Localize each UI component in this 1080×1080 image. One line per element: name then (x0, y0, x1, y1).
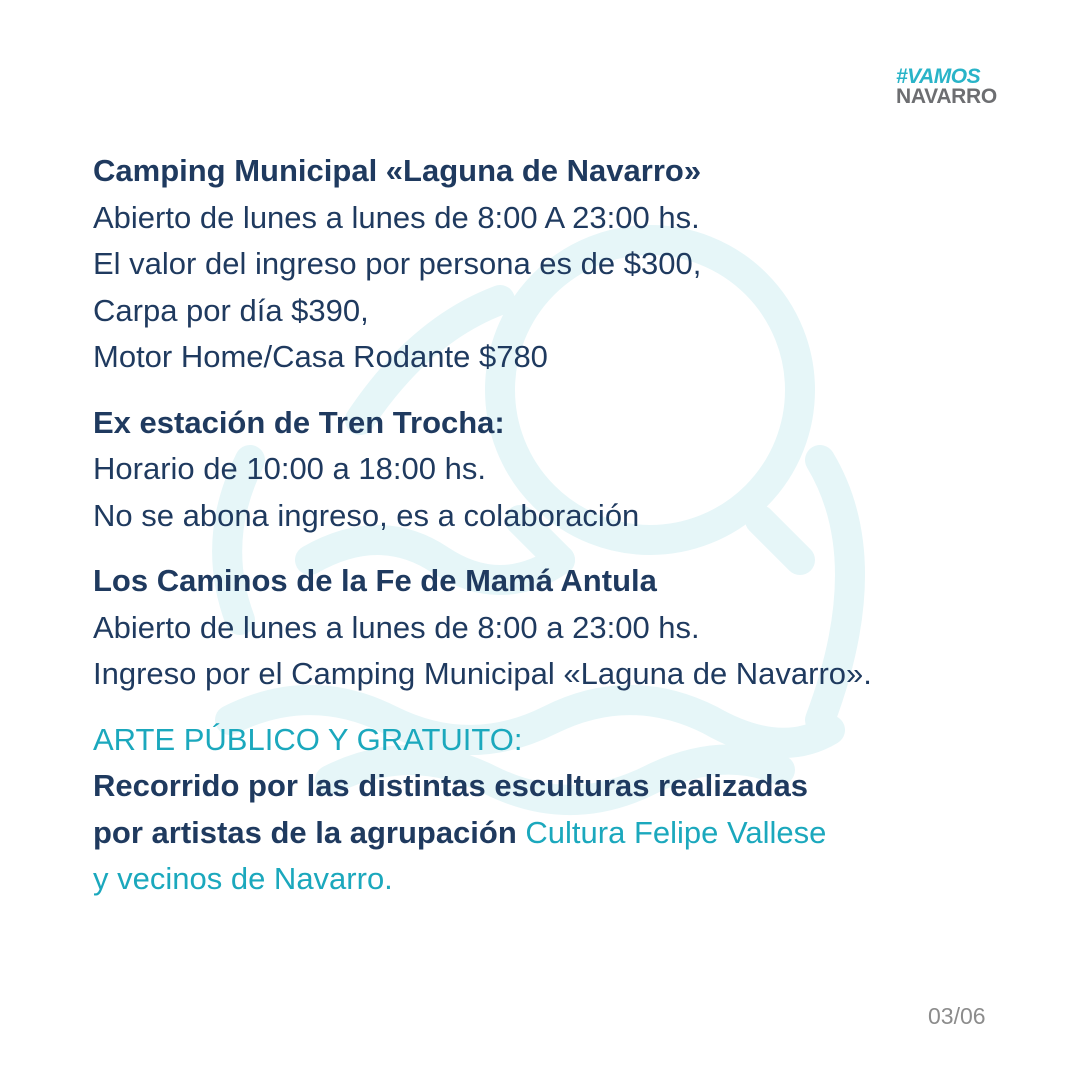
page-number: 03/06 (928, 1003, 986, 1029)
train-station-title: Ex estación de Tren Trocha: (93, 404, 505, 440)
caminos-fe-entry: Ingreso por el Camping Municipal «Laguna de Navarro». (93, 656, 872, 691)
camping-tent-price: Carpa por día $390, (93, 292, 369, 328)
vamos-navarro-logo (896, 66, 1000, 107)
public-art-heading: ARTE PÚBLICO Y GRATUITO: (93, 721, 523, 757)
caminos-fe-hours: Abierto de lunes a lunes de 8:00 a 23:00 hs. (93, 609, 700, 645)
train-station-entry: No se abona ingreso, es a colaboración (93, 497, 640, 533)
public-art-group-name: Cultura Felipe Vallese (525, 814, 827, 850)
train-station-hours: Horario de 10:00 a 18:00 hs. (93, 451, 486, 486)
camping-title: Camping Municipal «Laguna de Navarro» (93, 153, 702, 188)
camping-hours: Abierto de lunes a lunes de 8:00 A 23:00 hs. (93, 199, 700, 235)
train-station-section (93, 400, 1053, 540)
public-art-line1: Recorrido por las distintas esculturas realizadas (93, 768, 808, 803)
public-art-line2-bold: por artistas de la agrupación (93, 814, 517, 850)
camping-motorhome-price: Motor Home/Casa Rodante $780 (93, 339, 548, 374)
caminos-fe-title: Los Caminos de la Fe de Mamá Antula (93, 563, 657, 598)
logo-name: NAVARRO (896, 85, 997, 108)
public-art-section (93, 717, 1053, 903)
public-art-line2 (93, 810, 1053, 857)
logo-hashtag: #VAMOS (896, 65, 981, 88)
info-content (93, 148, 1053, 922)
camping-entry-price: El valor del ingreso por persona es de $300, (93, 246, 702, 281)
caminos-fe-section (93, 558, 1053, 698)
camping-section (93, 148, 1053, 381)
public-art-line3: y vecinos de Navarro. (93, 861, 393, 896)
